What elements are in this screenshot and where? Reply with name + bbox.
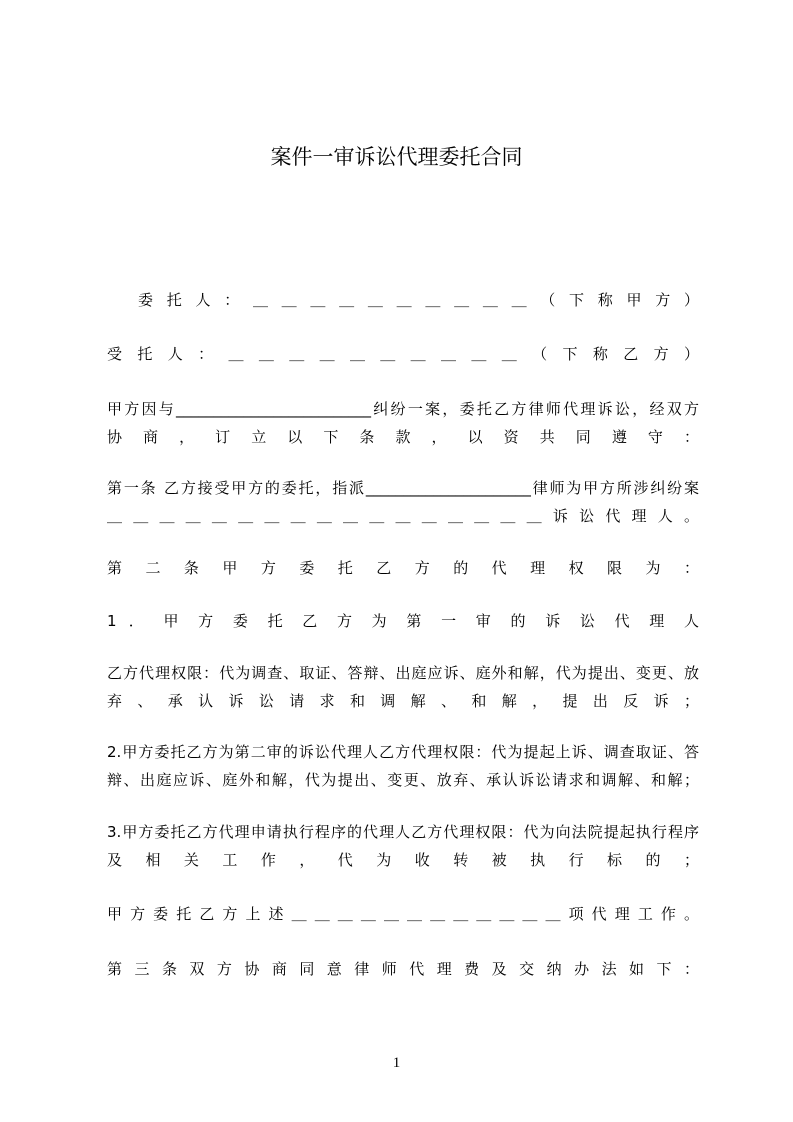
document-title: 案件一审诉讼代理委托合同: [270, 145, 523, 169]
clause-line: 第一条 乙方接受甲方的委托，指派______________________律师为甲方所涉纠纷案: [107, 479, 699, 497]
clause-line: 及 相 关 工 作 ， 代 为 收 转 被 执 行 标 的 ；: [107, 851, 699, 869]
page-number: 1: [392, 1055, 401, 1071]
clause-line: 甲方因与__________________________纠纷一案，委托乙方律师代理诉讼，经双方: [107, 400, 699, 418]
clause-line: 协 商 ， 订 立 以 下 条 款 ， 以 资 共 同 遵 守 ：: [107, 428, 699, 446]
clause-line: 甲 方 委 托 乙 方 上 述 ＿ ＿ ＿ ＿ ＿ ＿ ＿ ＿ ＿ ＿ ＿ ＿ 项 代 理 工 作 。: [107, 905, 699, 923]
clause-line: 委 托 人 ： ＿ ＿ ＿ ＿ ＿ ＿ ＿ ＿ ＿ ＿ （ 下 称 甲 方 ）: [138, 291, 699, 309]
clause-line: 第 二 条 甲 方 委 托 乙 方 的 代 理 权 限 为 ：: [107, 559, 699, 577]
clause-line: 受 托 人 ： ＿ ＿ ＿ ＿ ＿ ＿ ＿ ＿ ＿ ＿ （ 下 称 乙 方 ）: [107, 345, 699, 363]
clause-line: ＿ ＿ ＿ ＿ ＿ ＿ ＿ ＿ ＿ ＿ ＿ ＿ ＿ ＿ ＿ ＿ ＿ 诉 讼 代 理 人 。: [107, 507, 699, 525]
clause-line: 乙方代理权限：代为调查、取证、答辩、出庭应诉、庭外和解，代为提出、变更、放: [107, 664, 699, 682]
clause-line: 3.甲方委托乙方代理申请执行程序的代理人乙方代理权限：代为向法院提起执行程序: [107, 823, 699, 841]
clause-line: 弃 、 承 认 诉 讼 请 求 和 调 解 、 和 解 ， 提 出 反 诉 ；: [107, 692, 699, 710]
clause-line: 1 ． 甲 方 委 托 乙 方 为 第 一 审 的 诉 讼 代 理 人: [107, 612, 699, 630]
clause-line: 第 三 条 双 方 协 商 同 意 律 师 代 理 费 及 交 纳 办 法 如 下 ：: [107, 960, 699, 978]
clause-line: 辩、出庭应诉、庭外和解，代为提出、变更、放弃、承认诉讼请求和调解、和解；: [107, 771, 699, 789]
clause-line: 2.甲方委托乙方为第二审的诉讼代理人乙方代理权限：代为提起上诉、调查取证、答: [107, 743, 699, 761]
